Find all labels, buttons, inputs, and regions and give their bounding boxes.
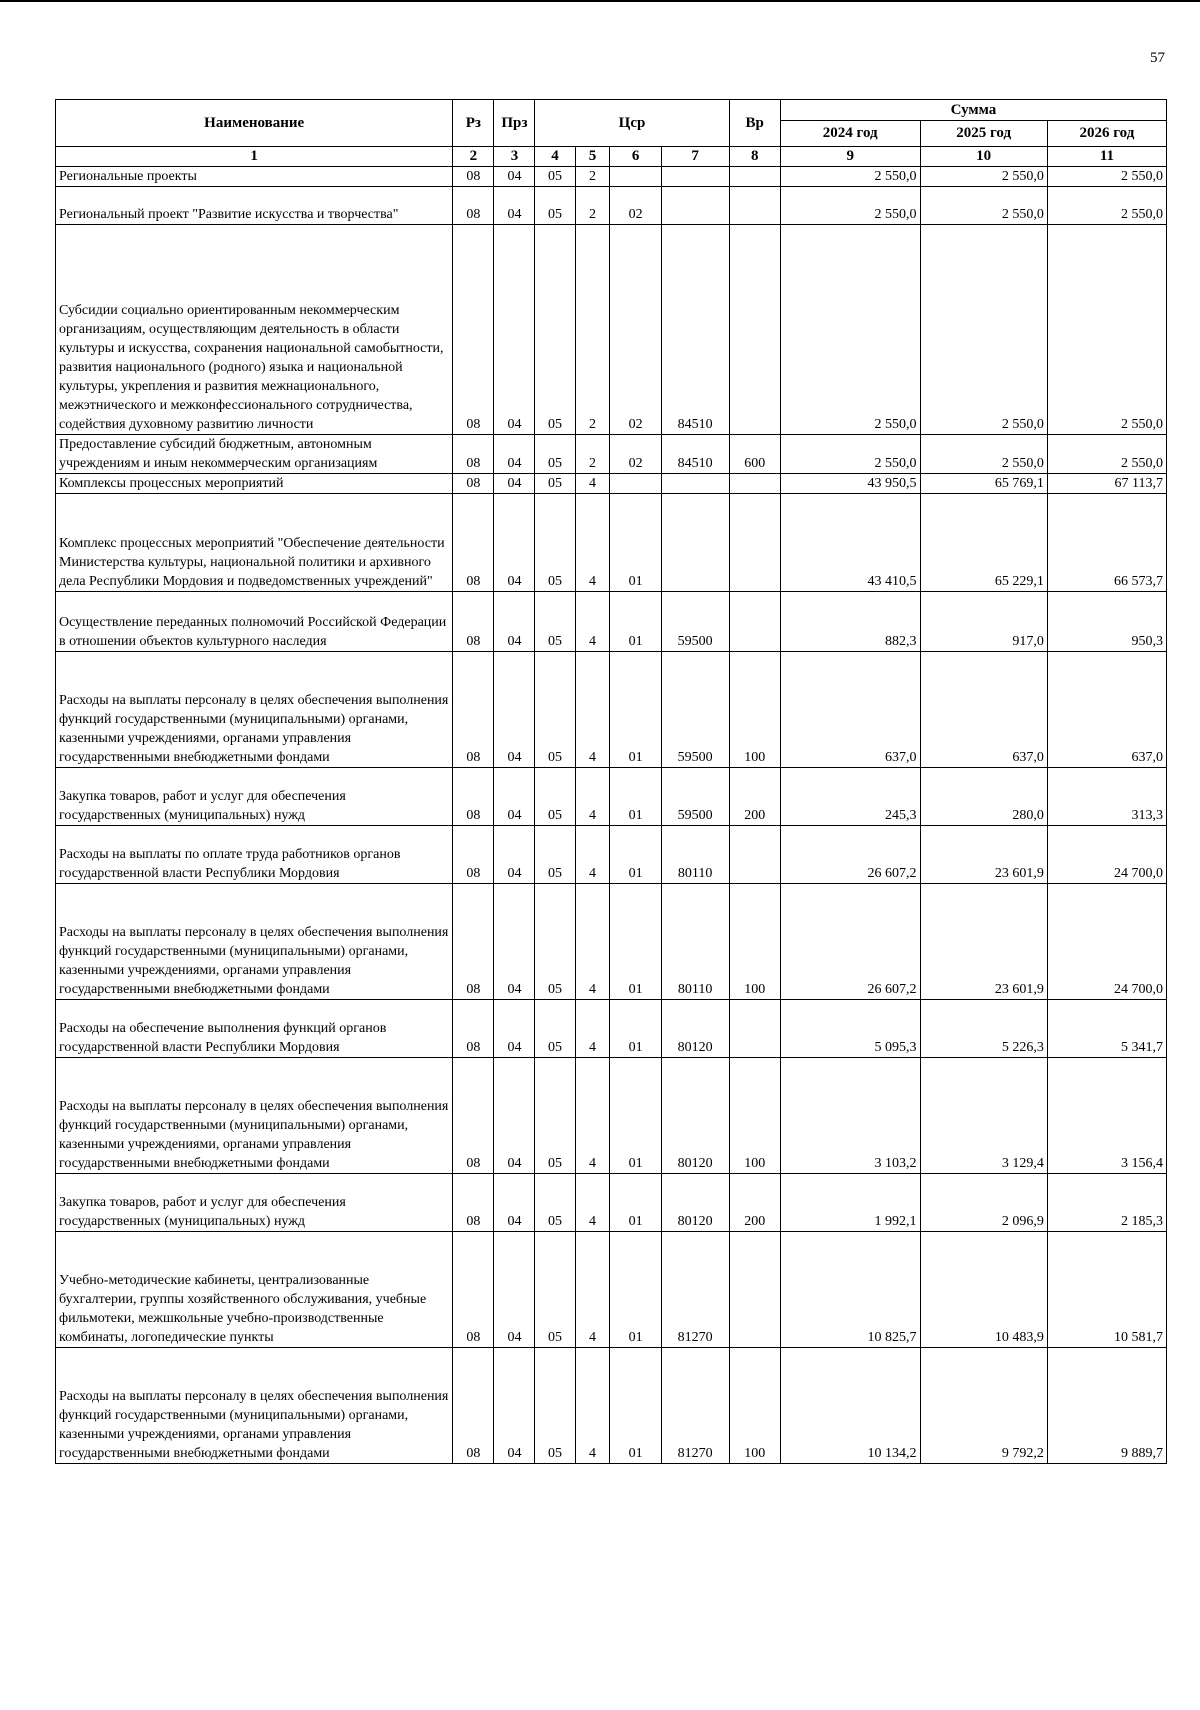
table-cell-tsr-program: 05 xyxy=(535,1000,575,1058)
column-number: 7 xyxy=(661,147,729,167)
table-cell-tsr-direction xyxy=(661,474,729,494)
header-name: Наименование xyxy=(56,100,453,147)
table-cell-2025: 65 769,1 xyxy=(920,474,1047,494)
table-row xyxy=(56,474,1167,494)
table-cell-vr xyxy=(729,187,780,225)
table-cell-tsr-event: 02 xyxy=(610,225,661,435)
column-number: 9 xyxy=(780,147,920,167)
table-row xyxy=(56,1000,1167,1058)
table-cell-tsr-type: 4 xyxy=(575,592,610,652)
column-number: 11 xyxy=(1047,147,1166,167)
table-cell-rz: 08 xyxy=(453,652,494,768)
table-cell-name: Комплексы процессных мероприятий xyxy=(56,474,453,494)
table-cell-tsr-direction: 80120 xyxy=(661,1174,729,1232)
table-cell-rz: 08 xyxy=(453,826,494,884)
table-cell-tsr-direction: 80110 xyxy=(661,826,729,884)
table-cell-prz: 04 xyxy=(494,768,535,826)
table-cell-prz: 04 xyxy=(494,884,535,1000)
table-row xyxy=(56,652,1167,768)
table-cell-tsr-program: 05 xyxy=(535,652,575,768)
table-cell-prz: 04 xyxy=(494,1000,535,1058)
table-cell-2026: 66 573,7 xyxy=(1047,494,1166,592)
table-cell-tsr-event: 01 xyxy=(610,884,661,1000)
table-body xyxy=(56,147,1167,1464)
table-cell-tsr-program: 05 xyxy=(535,187,575,225)
table-cell-tsr-direction: 81270 xyxy=(661,1232,729,1348)
table-cell-tsr-type: 4 xyxy=(575,1232,610,1348)
table-cell-rz: 08 xyxy=(453,435,494,474)
table-cell-2024: 245,3 xyxy=(780,768,920,826)
table-cell-tsr-event: 01 xyxy=(610,1000,661,1058)
table-cell-vr xyxy=(729,167,780,187)
table-cell-tsr-event: 01 xyxy=(610,1232,661,1348)
table-row xyxy=(56,225,1167,435)
table-cell-prz: 04 xyxy=(494,187,535,225)
table-cell-2025: 2 096,9 xyxy=(920,1174,1047,1232)
table-cell-2026: 2 550,0 xyxy=(1047,167,1166,187)
table-cell-tsr-event: 01 xyxy=(610,768,661,826)
table-cell-tsr-type: 4 xyxy=(575,1348,610,1464)
table-cell-tsr-type: 2 xyxy=(575,225,610,435)
table-cell-tsr-direction: 80110 xyxy=(661,884,729,1000)
table-cell-tsr-event: 01 xyxy=(610,1058,661,1174)
table-cell-tsr-program: 05 xyxy=(535,1174,575,1232)
table-cell-tsr-direction: 59500 xyxy=(661,592,729,652)
table-cell-tsr-type: 2 xyxy=(575,167,610,187)
table-row xyxy=(56,592,1167,652)
budget-table xyxy=(55,99,1167,1464)
table-cell-rz: 08 xyxy=(453,474,494,494)
table-cell-2026: 3 156,4 xyxy=(1047,1058,1166,1174)
table-cell-prz: 04 xyxy=(494,474,535,494)
table-cell-tsr-program: 05 xyxy=(535,592,575,652)
table-cell-tsr-type: 2 xyxy=(575,187,610,225)
table-cell-prz: 04 xyxy=(494,1174,535,1232)
column-number: 1 xyxy=(56,147,453,167)
page-top-rule xyxy=(0,0,1200,2)
table-cell-2024: 10 134,2 xyxy=(780,1348,920,1464)
table-cell-2026: 5 341,7 xyxy=(1047,1000,1166,1058)
column-number: 8 xyxy=(729,147,780,167)
header-year-2026: 2026 год xyxy=(1047,121,1166,147)
table-cell-name: Учебно-методические кабинеты, централизованные бухгалтерии, группы хозяйственного обслуживания, учебные фильмотеки, межшкольные учебно-производственные комбинаты, логопедические пункты xyxy=(56,1232,453,1348)
table-cell-2026: 2 550,0 xyxy=(1047,187,1166,225)
table-cell-2024: 882,3 xyxy=(780,592,920,652)
table-cell-vr: 200 xyxy=(729,1174,780,1232)
table-cell-vr: 100 xyxy=(729,1058,780,1174)
table-cell-2025: 23 601,9 xyxy=(920,884,1047,1000)
table-cell-name: Расходы на выплаты персоналу в целях обеспечения выполнения функций государственными (муниципальными) органами, казенными учреждениями, органами управления государственными внебюджетными фондами xyxy=(56,1058,453,1174)
column-number: 2 xyxy=(453,147,494,167)
table-row xyxy=(56,826,1167,884)
table-cell-rz: 08 xyxy=(453,225,494,435)
table-row xyxy=(56,1348,1167,1464)
table-cell-vr: 100 xyxy=(729,652,780,768)
table-cell-tsr-direction: 81270 xyxy=(661,1348,729,1464)
table-cell-tsr-program: 05 xyxy=(535,884,575,1000)
table-cell-2024: 5 095,3 xyxy=(780,1000,920,1058)
table-cell-rz: 08 xyxy=(453,167,494,187)
table-cell-tsr-program: 05 xyxy=(535,225,575,435)
table-cell-vr xyxy=(729,1232,780,1348)
column-number: 6 xyxy=(610,147,661,167)
table-cell-prz: 04 xyxy=(494,225,535,435)
table-cell-name: Региональные проекты xyxy=(56,167,453,187)
table-cell-2024: 26 607,2 xyxy=(780,884,920,1000)
table-cell-tsr-program: 05 xyxy=(535,768,575,826)
table-row xyxy=(56,768,1167,826)
column-number: 5 xyxy=(575,147,610,167)
table-cell-2025: 637,0 xyxy=(920,652,1047,768)
table-row xyxy=(56,167,1167,187)
table-cell-tsr-type: 2 xyxy=(575,435,610,474)
table-cell-tsr-event: 01 xyxy=(610,1174,661,1232)
table-cell-rz: 08 xyxy=(453,187,494,225)
column-number-row xyxy=(56,147,1167,167)
table-cell-tsr-type: 4 xyxy=(575,826,610,884)
table-cell-2025: 2 550,0 xyxy=(920,225,1047,435)
table-cell-2026: 10 581,7 xyxy=(1047,1232,1166,1348)
header-row-top xyxy=(56,100,1167,121)
table-cell-2026: 24 700,0 xyxy=(1047,884,1166,1000)
column-number: 3 xyxy=(494,147,535,167)
column-number: 10 xyxy=(920,147,1047,167)
table-cell-vr xyxy=(729,1000,780,1058)
header-rz: Рз xyxy=(453,100,494,147)
table-cell-tsr-type: 4 xyxy=(575,1174,610,1232)
table-cell-2024: 637,0 xyxy=(780,652,920,768)
table-row xyxy=(56,1232,1167,1348)
table-cell-tsr-direction xyxy=(661,494,729,592)
table-cell-2024: 43 410,5 xyxy=(780,494,920,592)
table-cell-prz: 04 xyxy=(494,592,535,652)
table-cell-prz: 04 xyxy=(494,435,535,474)
table-cell-name: Расходы на выплаты персоналу в целях обеспечения выполнения функций государственными (муниципальными) органами, казенными учреждениями, органами управления государственными внебюджетными фондами xyxy=(56,652,453,768)
table-cell-tsr-program: 05 xyxy=(535,1232,575,1348)
table-cell-tsr-event: 01 xyxy=(610,592,661,652)
table-cell-prz: 04 xyxy=(494,167,535,187)
table-cell-2024: 2 550,0 xyxy=(780,187,920,225)
table-cell-name: Комплекс процессных мероприятий "Обеспечение деятельности Министерства культуры, национальной политики и архивного дела Республики Мордовия и подведомственных учреждений" xyxy=(56,494,453,592)
table-cell-tsr-type: 4 xyxy=(575,474,610,494)
table-cell-tsr-type: 4 xyxy=(575,494,610,592)
table-cell-2024: 1 992,1 xyxy=(780,1174,920,1232)
table-cell-2025: 2 550,0 xyxy=(920,167,1047,187)
table-cell-prz: 04 xyxy=(494,826,535,884)
table-cell-2025: 9 792,2 xyxy=(920,1348,1047,1464)
table-cell-name: Расходы на обеспечение выполнения функций органов государственной власти Республики Мордовия xyxy=(56,1000,453,1058)
table-cell-tsr-direction: 84510 xyxy=(661,435,729,474)
header-year-2024: 2024 год xyxy=(780,121,920,147)
table-cell-tsr-program: 05 xyxy=(535,1348,575,1464)
page-number: 57 xyxy=(1150,50,1165,66)
table-cell-2024: 10 825,7 xyxy=(780,1232,920,1348)
table-cell-tsr-event: 01 xyxy=(610,652,661,768)
table-cell-name: Осуществление переданных полномочий Российской Федерации в отношении объектов культурного наследия xyxy=(56,592,453,652)
table-cell-tsr-direction: 80120 xyxy=(661,1058,729,1174)
table-cell-2026: 24 700,0 xyxy=(1047,826,1166,884)
header-sum: Сумма xyxy=(780,100,1166,121)
table-cell-tsr-type: 4 xyxy=(575,884,610,1000)
table-cell-tsr-event xyxy=(610,474,661,494)
table-cell-name: Расходы на выплаты персоналу в целях обеспечения выполнения функций государственными (муниципальными) органами, казенными учреждениями, органами управления государственными внебюджетными фондами xyxy=(56,1348,453,1464)
table-cell-vr: 600 xyxy=(729,435,780,474)
table-cell-rz: 08 xyxy=(453,592,494,652)
table-row xyxy=(56,494,1167,592)
table-cell-tsr-event: 02 xyxy=(610,435,661,474)
table-cell-rz: 08 xyxy=(453,884,494,1000)
header-year-2025: 2025 год xyxy=(920,121,1047,147)
table-row xyxy=(56,187,1167,225)
table-cell-2026: 313,3 xyxy=(1047,768,1166,826)
table-cell-2026: 2 550,0 xyxy=(1047,225,1166,435)
table-cell-tsr-type: 4 xyxy=(575,768,610,826)
table-cell-tsr-type: 4 xyxy=(575,1058,610,1174)
table-cell-rz: 08 xyxy=(453,1348,494,1464)
table-row xyxy=(56,1058,1167,1174)
table-cell-tsr-program: 05 xyxy=(535,435,575,474)
table-cell-rz: 08 xyxy=(453,1174,494,1232)
table-cell-vr xyxy=(729,826,780,884)
table-cell-2025: 917,0 xyxy=(920,592,1047,652)
table-row xyxy=(56,435,1167,474)
table-cell-2024: 2 550,0 xyxy=(780,225,920,435)
table-cell-2024: 26 607,2 xyxy=(780,826,920,884)
table-cell-name: Субсидии социально ориентированным некоммерческим организациям, осуществляющим деятельность в области культуры и искусства, сохранения национальной самобытности, развития национального (родного) языка и национальной культуры, укрепления и развития межнационального, межэтнического и межконфессионального сотрудничества, содействия духовному развитию личности xyxy=(56,225,453,435)
table-cell-2025: 2 550,0 xyxy=(920,187,1047,225)
table-cell-prz: 04 xyxy=(494,1348,535,1464)
table-cell-vr: 100 xyxy=(729,884,780,1000)
table-cell-2025: 23 601,9 xyxy=(920,826,1047,884)
table-cell-name: Региональный проект "Развитие искусства и творчества" xyxy=(56,187,453,225)
header-prz: Прз xyxy=(494,100,535,147)
table-cell-2026: 67 113,7 xyxy=(1047,474,1166,494)
table-cell-tsr-event: 01 xyxy=(610,1348,661,1464)
table-cell-2025: 2 550,0 xyxy=(920,435,1047,474)
header-vr: Вр xyxy=(729,100,780,147)
table-cell-vr xyxy=(729,494,780,592)
table-row xyxy=(56,1174,1167,1232)
table-cell-tsr-program: 05 xyxy=(535,494,575,592)
table-cell-2024: 2 550,0 xyxy=(780,167,920,187)
table-cell-name: Расходы на выплаты по оплате труда работников органов государственной власти Республики Мордовия xyxy=(56,826,453,884)
table-cell-vr: 100 xyxy=(729,1348,780,1464)
table-cell-tsr-program: 05 xyxy=(535,474,575,494)
table-cell-2026: 950,3 xyxy=(1047,592,1166,652)
table-cell-2025: 3 129,4 xyxy=(920,1058,1047,1174)
table-cell-tsr-direction: 59500 xyxy=(661,768,729,826)
header-tsr: Цср xyxy=(535,100,729,147)
table-cell-2025: 10 483,9 xyxy=(920,1232,1047,1348)
table-cell-2026: 2 185,3 xyxy=(1047,1174,1166,1232)
table-cell-2024: 2 550,0 xyxy=(780,435,920,474)
table-cell-2026: 637,0 xyxy=(1047,652,1166,768)
table-cell-tsr-event: 02 xyxy=(610,187,661,225)
table-cell-tsr-event: 01 xyxy=(610,494,661,592)
column-number: 4 xyxy=(535,147,575,167)
table-cell-rz: 08 xyxy=(453,494,494,592)
table-cell-2025: 5 226,3 xyxy=(920,1000,1047,1058)
table-cell-tsr-event: 01 xyxy=(610,826,661,884)
table-cell-vr: 200 xyxy=(729,768,780,826)
table-cell-2025: 280,0 xyxy=(920,768,1047,826)
table-cell-2026: 9 889,7 xyxy=(1047,1348,1166,1464)
table-cell-tsr-direction: 80120 xyxy=(661,1000,729,1058)
table-cell-name: Закупка товаров, работ и услуг для обеспечения государственных (муниципальных) нужд xyxy=(56,1174,453,1232)
table-cell-tsr-type: 4 xyxy=(575,652,610,768)
table-cell-tsr-program: 05 xyxy=(535,826,575,884)
table-cell-tsr-direction: 59500 xyxy=(661,652,729,768)
table-cell-2024: 43 950,5 xyxy=(780,474,920,494)
table-cell-tsr-program: 05 xyxy=(535,167,575,187)
table-cell-2026: 2 550,0 xyxy=(1047,435,1166,474)
table-cell-prz: 04 xyxy=(494,494,535,592)
table-cell-vr xyxy=(729,592,780,652)
table-cell-2025: 65 229,1 xyxy=(920,494,1047,592)
table-cell-vr xyxy=(729,474,780,494)
table-cell-prz: 04 xyxy=(494,1058,535,1174)
table-cell-rz: 08 xyxy=(453,1232,494,1348)
table-cell-tsr-program: 05 xyxy=(535,1058,575,1174)
table-cell-vr xyxy=(729,225,780,435)
table-cell-prz: 04 xyxy=(494,1232,535,1348)
table-cell-tsr-type: 4 xyxy=(575,1000,610,1058)
table-cell-2024: 3 103,2 xyxy=(780,1058,920,1174)
table-cell-tsr-direction xyxy=(661,187,729,225)
table-cell-tsr-direction xyxy=(661,167,729,187)
table-cell-tsr-direction: 84510 xyxy=(661,225,729,435)
table-cell-name: Предоставление субсидий бюджетным, автономным учреждениям и иным некоммерческим организациям xyxy=(56,435,453,474)
table-cell-tsr-event xyxy=(610,167,661,187)
table-cell-name: Закупка товаров, работ и услуг для обеспечения государственных (муниципальных) нужд xyxy=(56,768,453,826)
table-cell-prz: 04 xyxy=(494,652,535,768)
table-cell-name: Расходы на выплаты персоналу в целях обеспечения выполнения функций государственными (муниципальными) органами, казенными учреждениями, органами управления государственными внебюджетными фондами xyxy=(56,884,453,1000)
table-cell-rz: 08 xyxy=(453,1000,494,1058)
table-row xyxy=(56,884,1167,1000)
table-cell-rz: 08 xyxy=(453,1058,494,1174)
table-cell-rz: 08 xyxy=(453,768,494,826)
